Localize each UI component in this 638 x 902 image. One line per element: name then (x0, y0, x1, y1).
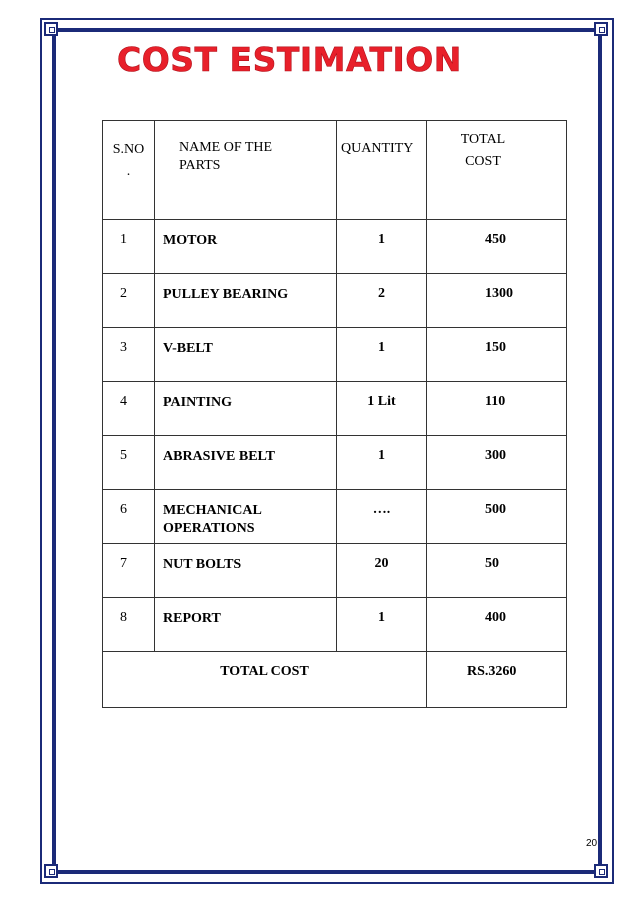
cell-sno: 4 (103, 382, 155, 436)
cell-cost: 500 (427, 490, 567, 544)
cell-cost: 400 (427, 598, 567, 652)
table-row (103, 220, 567, 274)
cell-sno: 8 (103, 598, 155, 652)
cell-sno: 6 (103, 490, 155, 544)
cell-quantity: …. (337, 490, 427, 544)
cell-part-name: MECHANICAL OPERATIONS (155, 490, 337, 544)
cell-cost: 300 (427, 436, 567, 490)
cell-sno: 7 (103, 544, 155, 598)
cell-cost: 150 (427, 328, 567, 382)
cell-sno: 2 (103, 274, 155, 328)
total-cost-value: RS.3260 (427, 652, 567, 708)
cell-part-name: PAINTING (155, 382, 337, 436)
table-row (103, 544, 567, 598)
cell-quantity: 1 (337, 328, 427, 382)
cell-part-name: PULLEY BEARING (155, 274, 337, 328)
table-row (103, 274, 567, 328)
header-quantity: QUANTITY (337, 121, 427, 220)
cell-part-name: MOTOR (155, 220, 337, 274)
table-row (103, 598, 567, 652)
header-sno: S.NO . (103, 121, 155, 220)
cell-part-name: ABRASIVE BELT (155, 436, 337, 490)
table-row (103, 382, 567, 436)
header-name: NAME OF THE PARTS (155, 121, 337, 220)
border-corner-ornament (44, 22, 58, 36)
cell-sno: 1 (103, 220, 155, 274)
cell-quantity: 1 (337, 598, 427, 652)
cell-quantity: 1 Lit (337, 382, 427, 436)
cell-quantity: 1 (337, 220, 427, 274)
cell-quantity: 1 (337, 436, 427, 490)
cell-part-name: V-BELT (155, 328, 337, 382)
table-header-row (103, 121, 567, 220)
page-title: COST ESTIMATION (117, 40, 462, 79)
border-corner-ornament (594, 864, 608, 878)
cell-cost: 50 (427, 544, 567, 598)
total-cost-label: TOTAL COST (103, 652, 427, 708)
cell-cost: 110 (427, 382, 567, 436)
cell-sno: 3 (103, 328, 155, 382)
cost-table (102, 120, 567, 708)
cell-cost: 1300 (427, 274, 567, 328)
cell-part-name: REPORT (155, 598, 337, 652)
table-row (103, 328, 567, 382)
table-row (103, 490, 567, 544)
header-total-cost: TOTAL COST (427, 121, 567, 220)
cell-sno: 5 (103, 436, 155, 490)
border-corner-ornament (44, 864, 58, 878)
cell-quantity: 2 (337, 274, 427, 328)
table-total-row (103, 652, 567, 708)
cell-quantity: 20 (337, 544, 427, 598)
cell-part-name: NUT BOLTS (155, 544, 337, 598)
cell-cost: 450 (427, 220, 567, 274)
page-number: 20 (586, 838, 598, 849)
border-corner-ornament (594, 22, 608, 36)
table-row (103, 436, 567, 490)
